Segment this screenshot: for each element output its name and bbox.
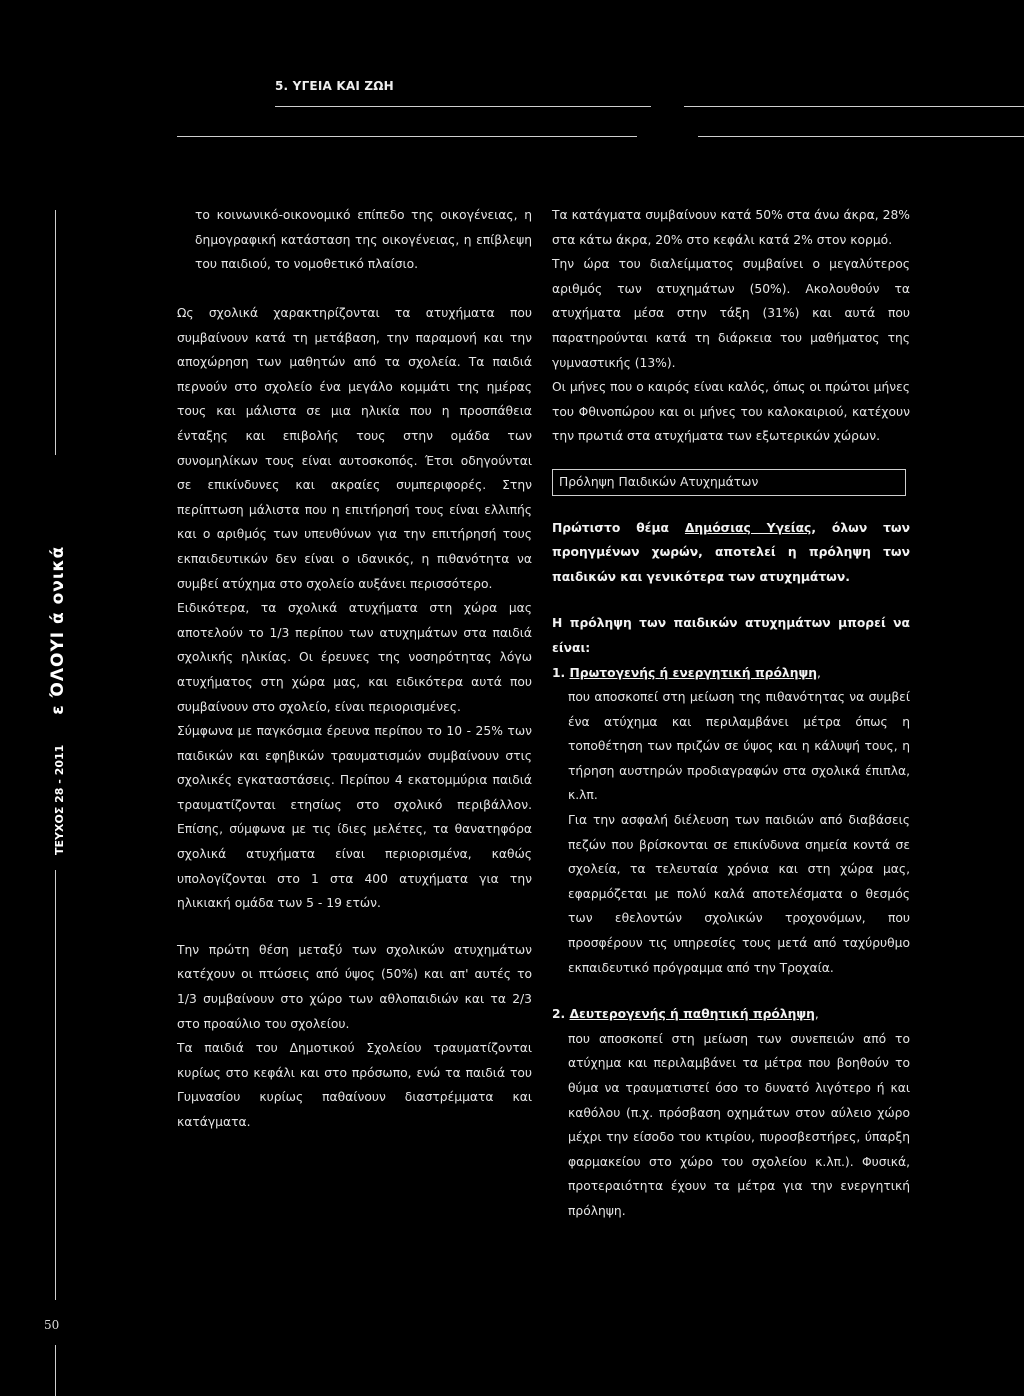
paragraph: Την πρώτη θέση μεταξύ των σχολικών ατυχημάτων κατέχουν οι πτώσεις από ύψος (50%) και απ' αυτές το 1/3 συμβαίνουν στο χώρο των αθλοπαιδιών και τα 2/3 στο προαύλιο του σχολείου.	[177, 942, 532, 1031]
sidebar-rule	[55, 870, 56, 1300]
header-rule	[275, 106, 651, 107]
section-heading: Πρόληψη Παιδικών Ατυχημάτων	[559, 474, 759, 489]
paragraph: Τα παιδιά του Δημοτικού Σχολείου τραυματίζονται κυρίως στο κεφάλι και στο πρόσωπο, ενώ τα παιδιά του Γυμνασίου κυρίως παθαίνουν διαστρέμματα και κατάγματα.	[177, 1041, 532, 1129]
issue-label: ΤΕΥΧΟΣ 28 - 2011	[53, 744, 66, 855]
header-rule	[177, 136, 637, 137]
list-item-1-text: που αποσκοπεί στη μείωση της πιθανότητας να συμβεί ένα ατύχημα και περιλαμβάνει μέτρα όπως η τοποθέτηση των πριζών σε ύψος και η κάλυψή τους, η τήρηση αυστηρών προδιαγραφών στα σχολικά έπιπλα, κ.λπ.	[568, 690, 910, 803]
list-item-1-text: Για την ασφαλή διέλευση των παιδιών από διαβάσεις πεζών που βρίσκονται σε επικίνδυνα σημεία κοντά σε σχολεία, τα τελευταία χρόνια και στη χώρα μας, εφαρμόζεται με πολύ καλά αποτελέσματα ο θεσμός των εθελοντών σχολικών τροχονόμων, που προσφέρουν τις υπηρεσίες τους μετά από ταχύρυθμο εκπαιδευτικό πρόγραμμα από την Τροχαία.	[568, 813, 910, 975]
prevention-intro: Η πρόληψη των παιδικών ατυχημάτων μπορεί να είναι:	[552, 616, 910, 655]
left-column-top	[195, 203, 532, 277]
paragraph: Ειδικότερα, τα σχολικά ατυχήματα στη χώρα μας αποτελούν το 1/3 περίπου των ατυχημάτων στα παιδιά σχολικής ηλικίας. Οι έρευνες της νοσηρότητας λόγω ατυχήματος στη χώρα μας, και ειδικότερα αυτά που συμβαίνουν στο σχολείο, είναι περιορισμένες.	[177, 601, 532, 714]
section-heading-box	[552, 469, 906, 496]
list-item-2-title: 2. Δευτερογενής ή παθητική πρόληψη,	[552, 1007, 819, 1022]
paragraph: Σύμφωνα με παγκόσμια έρευνα περίπου το 10 - 25% των παιδικών και εφηβικών τραυματισμών συμβαίνουν στις σχολικές εγκαταστάσεις. Περίπου 4 εκατομμύρια παιδιά τραυματίζονται ετησίως στο σχολικό περιβάλλον. Επίσης, σύμφωνα με τις ίδιες μελέτες, τα θανατηφόρα σχολικά ατυχήματα είναι περιορισμένα, καθώς υπολογίζονται στο 1 στα 400 ατυχήματα για την ηλικιακή ομάδα των 5 - 19 ετών.	[177, 724, 532, 911]
right-column	[552, 203, 910, 1224]
magazine-logo: ε ΌΛΟΥΙ ά ονικά	[48, 545, 68, 715]
header-rule	[684, 106, 1024, 107]
list-item-2-text: που αποσκοπεί στη μείωση των συνεπειών από το ατύχημα και περιλαμβάνει τα μέτρα που βοηθούν το θύμα να τραυματιστεί όσο το δυνατό λιγότερο ή και καθόλου (π.χ. πρόσβαση οχημάτων στον αύλειο χώρο μέχρι την είσοδο του κτιρίου, πυροσβεστήρες, ύπαρξη φαρμακείου στο χώρο του σχολείου κ.λπ.). Φυσικά, προτεραιότητα έχουν τα μέτρα για την ενεργητική πρόληψη.	[568, 1031, 910, 1218]
paragraph: Ως σχολικά χαρακτηρίζονται τα ατυχήματα που συμβαίνουν κατά τη μετάβαση, την παραμονή και την αποχώρηση των μαθητών από τα σχολεία. Τα παιδιά περνούν στο σχολείο ένα μεγάλο κομμάτι της ημέρας τους και μάλιστα σε μια ηλικία που η προσπάθεια ένταξης και επιβολής τους στην ομάδα των συνομηλίκων τους είναι αυτοσκοπός. Έτσι οδηγούνται σε επικίνδυνες και ακραίες συμπεριφορές. Στην περίπτωση μάλιστα που η επιτήρησή τους είναι ελλιπής και ο αριθμός των υπευθύνων για την επιτήρησή τους εκπαιδευτικών δεν είναι ο ιδανικός, η πιθανότητα να συμβεί ατύχημα στο σχολείο αυξάνει περισσότερο.	[177, 306, 532, 591]
sidebar	[48, 470, 74, 860]
lead-paragraph: Πρώτιστο θέμα Δημόσιας Υγείας, όλων των προηγμένων χωρών, αποτελεί η πρόληψη των παιδικών και γενικότερα των ατυχημάτων.	[552, 520, 910, 584]
paragraph: Οι μήνες που ο καιρός είναι καλός, όπως οι πρώτοι μήνες του Φθινοπώρου και οι μήνες του καλοκαιριού, κατέχουν την πρωτιά στα ατυχήματα των εξωτερικών χώρων.	[552, 380, 910, 444]
left-column	[177, 301, 532, 1135]
page-number: 50	[44, 1318, 60, 1332]
list-item-1-title: 1. Πρωτογενής ή ενεργητική πρόληψη,	[552, 665, 821, 680]
paragraph: Τα κατάγματα συμβαίνουν κατά 50% στα άνω άκρα, 28% στα κάτω άκρα, 20% στο κεφάλι κατά 2% στον κορμό.	[552, 208, 910, 247]
header-rule	[698, 136, 1024, 137]
sidebar-text	[48, 470, 68, 855]
paragraph: Την ώρα του διαλείμματος συμβαίνει ο μεγαλύτερος αριθμός των ατυχημάτων (50%). Ακολουθούν τα ατυχήματα μέσα στην τάξη (31%) και αυτά που παρατηρούνται κατά τη διάρκεια του μαθήματος της γυμναστικής (13%).	[552, 257, 910, 370]
paragraph: το κοινωνικό-οικονομικό επίπεδο της οικογένειας, η δημογραφική κατάσταση της οικογένειας, η επίβλεψη του παιδιού, το νομοθετικό πλαίσιο.	[195, 208, 532, 272]
section-title: 5. ΥΓΕΙΑ ΚΑΙ ΖΩΗ	[275, 79, 394, 93]
sidebar-rule	[55, 210, 56, 455]
footer-rule	[55, 1345, 56, 1396]
